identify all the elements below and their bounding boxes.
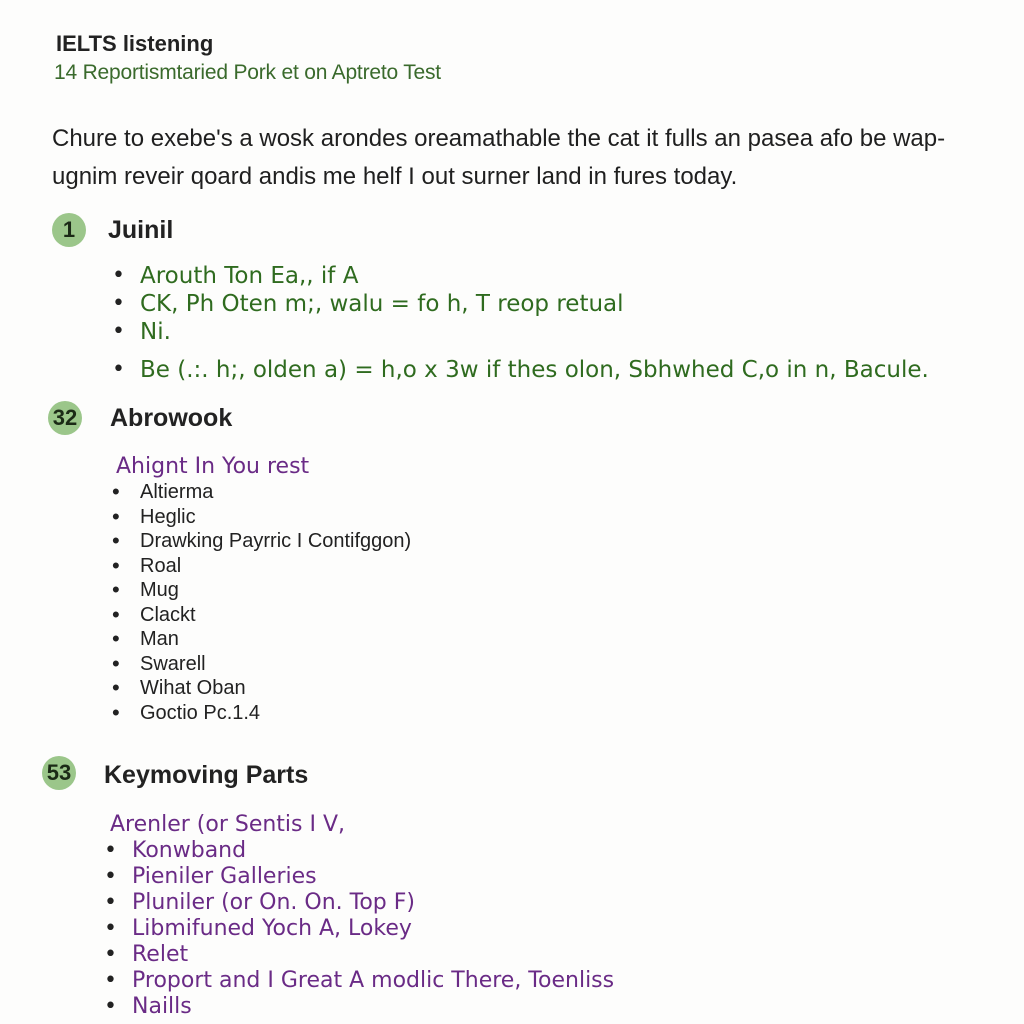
list-item: • Libmifuned Yoch A, Lokey bbox=[104, 916, 614, 942]
document-title: IELTS listening bbox=[56, 31, 214, 56]
list-item: • Be (.:. h;, olden a) = h,o x 3w if thes olon, Sbhwhed C,o in n, Bacule. bbox=[112, 350, 929, 390]
list-item: • Roal bbox=[112, 554, 411, 579]
list-item: • Ni. bbox=[112, 318, 929, 346]
list-item: • Man bbox=[112, 627, 411, 652]
section-2-number-badge: 32 bbox=[48, 401, 82, 435]
list-item: • Swarell bbox=[112, 652, 411, 677]
section-3-list bbox=[104, 838, 614, 1020]
list-item: • Altierma bbox=[112, 480, 411, 505]
list-item: • Proport and I Great A modlic There, Toenliss bbox=[104, 968, 614, 994]
list-item: • Arouth Ton Ea,, if A bbox=[112, 262, 929, 290]
section-1-list bbox=[112, 262, 929, 390]
list-item: • Goctio Pc.1.4 bbox=[112, 701, 411, 726]
intro-paragraph: Chure to exebe's a wosk arondes oreamathable the cat it fulls an pasea afo be wap- ugnim reveir qoard andis me helf I out surner land in fures today. bbox=[52, 125, 946, 190]
section-1-title: Juinil bbox=[108, 216, 174, 244]
list-item: • Heglic bbox=[112, 505, 411, 530]
list-item: • Wihat Oban bbox=[112, 676, 411, 701]
section-3-number-badge: 53 bbox=[42, 756, 76, 790]
list-item: • Relet bbox=[104, 942, 614, 968]
list-item: • Naills bbox=[104, 994, 614, 1020]
section-2-list bbox=[112, 480, 411, 725]
section-1-number-badge: 1 bbox=[52, 213, 86, 247]
list-item: • Konwband bbox=[104, 838, 614, 864]
section-2-subheading: Ahignt In You rest bbox=[116, 454, 310, 479]
list-item: • Pieniler Galleries bbox=[104, 864, 614, 890]
section-2-title: Abrowook bbox=[110, 404, 233, 432]
document-subtitle: 14 Reportismtaried Pork et on Aptreto Test bbox=[54, 61, 441, 84]
list-item: • Clackt bbox=[112, 603, 411, 628]
section-3-subheading: Arenler (or Sentis I V, bbox=[110, 812, 346, 837]
list-item: • Drawking Payrric I Contifggon) bbox=[112, 529, 411, 554]
list-item: • CK, Ph Oten m;, walu = fo h, T reop retual bbox=[112, 290, 929, 318]
list-item: • Mug bbox=[112, 578, 411, 603]
list-item: • Pluniler (or On. On. Top F) bbox=[104, 890, 614, 916]
section-3-title: Keymoving Parts bbox=[104, 761, 309, 789]
